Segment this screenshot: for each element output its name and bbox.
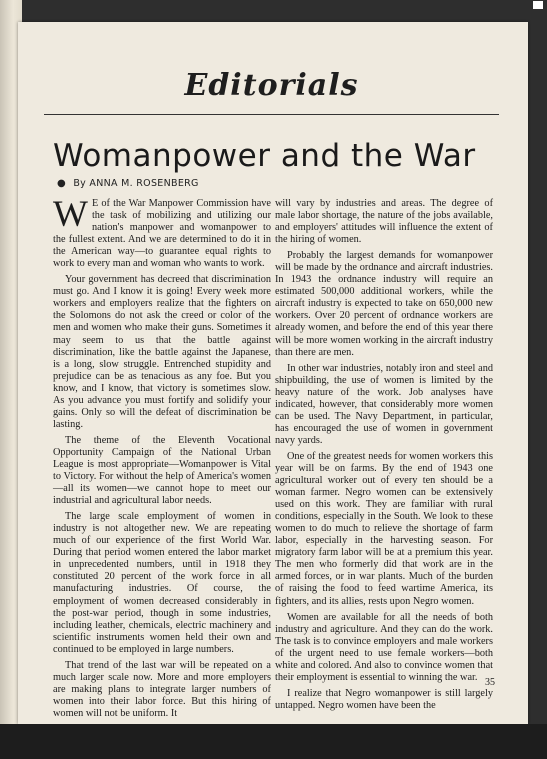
header-rule [44, 114, 499, 115]
scan-bottom-edge [0, 724, 547, 759]
paragraph: Your government has decreed that discrimination must go. And I know it is going! Every week more workers and employers realize that the fighters on the Solomons do not ask the creed or color of the men and women who make their guns. Sometimes it may seem to us that the battle against discrimination, like the battle against the Japanese, is a long, slow struggle. Entrenched stupidity and prejudice can be as tenacious as any foe. But you know, and I know, that victory is sometimes slow. As you advance you must fortify and solidify your gains. Only so will the defeat of discrimination be lasting. [53, 274, 271, 430]
paragraph: That trend of the last war will be repeated on a much larger scale now. More and more employers are making plans to integrate larger numbers of women into their labor force. But this hiring of women will not be uniform. It [53, 659, 271, 719]
scan-corner-mark [533, 1, 543, 9]
paragraph: The large scale employment of women in industry is not altogether new. We are repeating much of our experience of the first World War. During that period women entered the labor market in unprecedented numbers, until in 1918 they constituted 20 percent of the work force in all manufacturing industries. Of course, the employment of women decreased considerably in the post-war period, though in some industries, including leather, chemicals, electric machinery and scientific instruments women held their own and continued to be employed in large numbers. [53, 511, 271, 655]
paragraph: Probably the largest demands for womanpower will be made by the ordnance and aircraft industries. In 1943 the ordnance industry will require an estimated 500,000 additional workers, while the aircraft industry is expected to take on 650,000 new workers. Over 20 percent of ordnance workers are already women, and before the end of this year there will be more women working in the aircraft industry than there are men. [275, 250, 493, 358]
left-column [53, 194, 271, 724]
section-header: Editorials [184, 68, 359, 103]
bullet-icon: ● [57, 178, 67, 189]
paragraph [53, 194, 271, 270]
right-column [275, 198, 493, 716]
paragraph: Women are available for all the needs of both industry and agriculture. And they can do the work. The task is to convince employers and male workers of the urgent need to use female workers—both white and colored. And also to convince women that their employment is essential to winning the war. [275, 611, 493, 683]
paragraph: I realize that Negro womanpower is still largely untapped. Negro women have been the [275, 687, 493, 711]
paragraph-text: E of the War Manpower Commission have the task of mobilizing and utilizing our nation's manpower and womanpower to the fullest extent. And we are determined to do it in the American way—to guarantee equal rights to work to every man and woman who wants to work. [53, 198, 271, 270]
article-title: Womanpower and the War [53, 138, 476, 174]
paragraph: will vary by industries and areas. The degree of male labor shortage, the nature of the jobs available, and employers' attitudes will influence the extent of the hiring of women. [275, 198, 493, 246]
paragraph: One of the greatest needs for women workers this year will be on farms. By the end of 1943 one agricultural worker out of every ten should be a woman farmer. Negro women can be extensively used on this work. They are familiar with rural conditions, especially in the South. We look to these women to do much to relieve the shortage of farm labor, especially in the harvesting season. For migratory farm labor will be at a premium this year. The men who formerly did that work are in the armed forces, or in war plants. Much of the burden of raising the food to feed wartime America, its fighters, and its allies, rests upon Negro women. [275, 450, 493, 607]
author-name: By ANNA M. ROSENBERG [73, 178, 199, 189]
page-number: 35 [485, 677, 495, 688]
drop-cap: W [53, 194, 88, 235]
byline [57, 178, 357, 189]
paragraph: The theme of the Eleventh Vocational Opportunity Campaign of the National Urban League is most appropriate—Womanpower is Vital to Victory. For without the help of America's women—all its women—we cannot hope to meet our industrial and agricultural labor needs. [53, 434, 271, 507]
paragraph: In other war industries, notably iron and steel and shipbuilding, the use of women is limited by the heavy nature of the work. Job analyses have indicated, however, that considerably more women can be used. The Navy Department, in particular, has encouraged the use of women in government navy yards. [275, 362, 493, 446]
